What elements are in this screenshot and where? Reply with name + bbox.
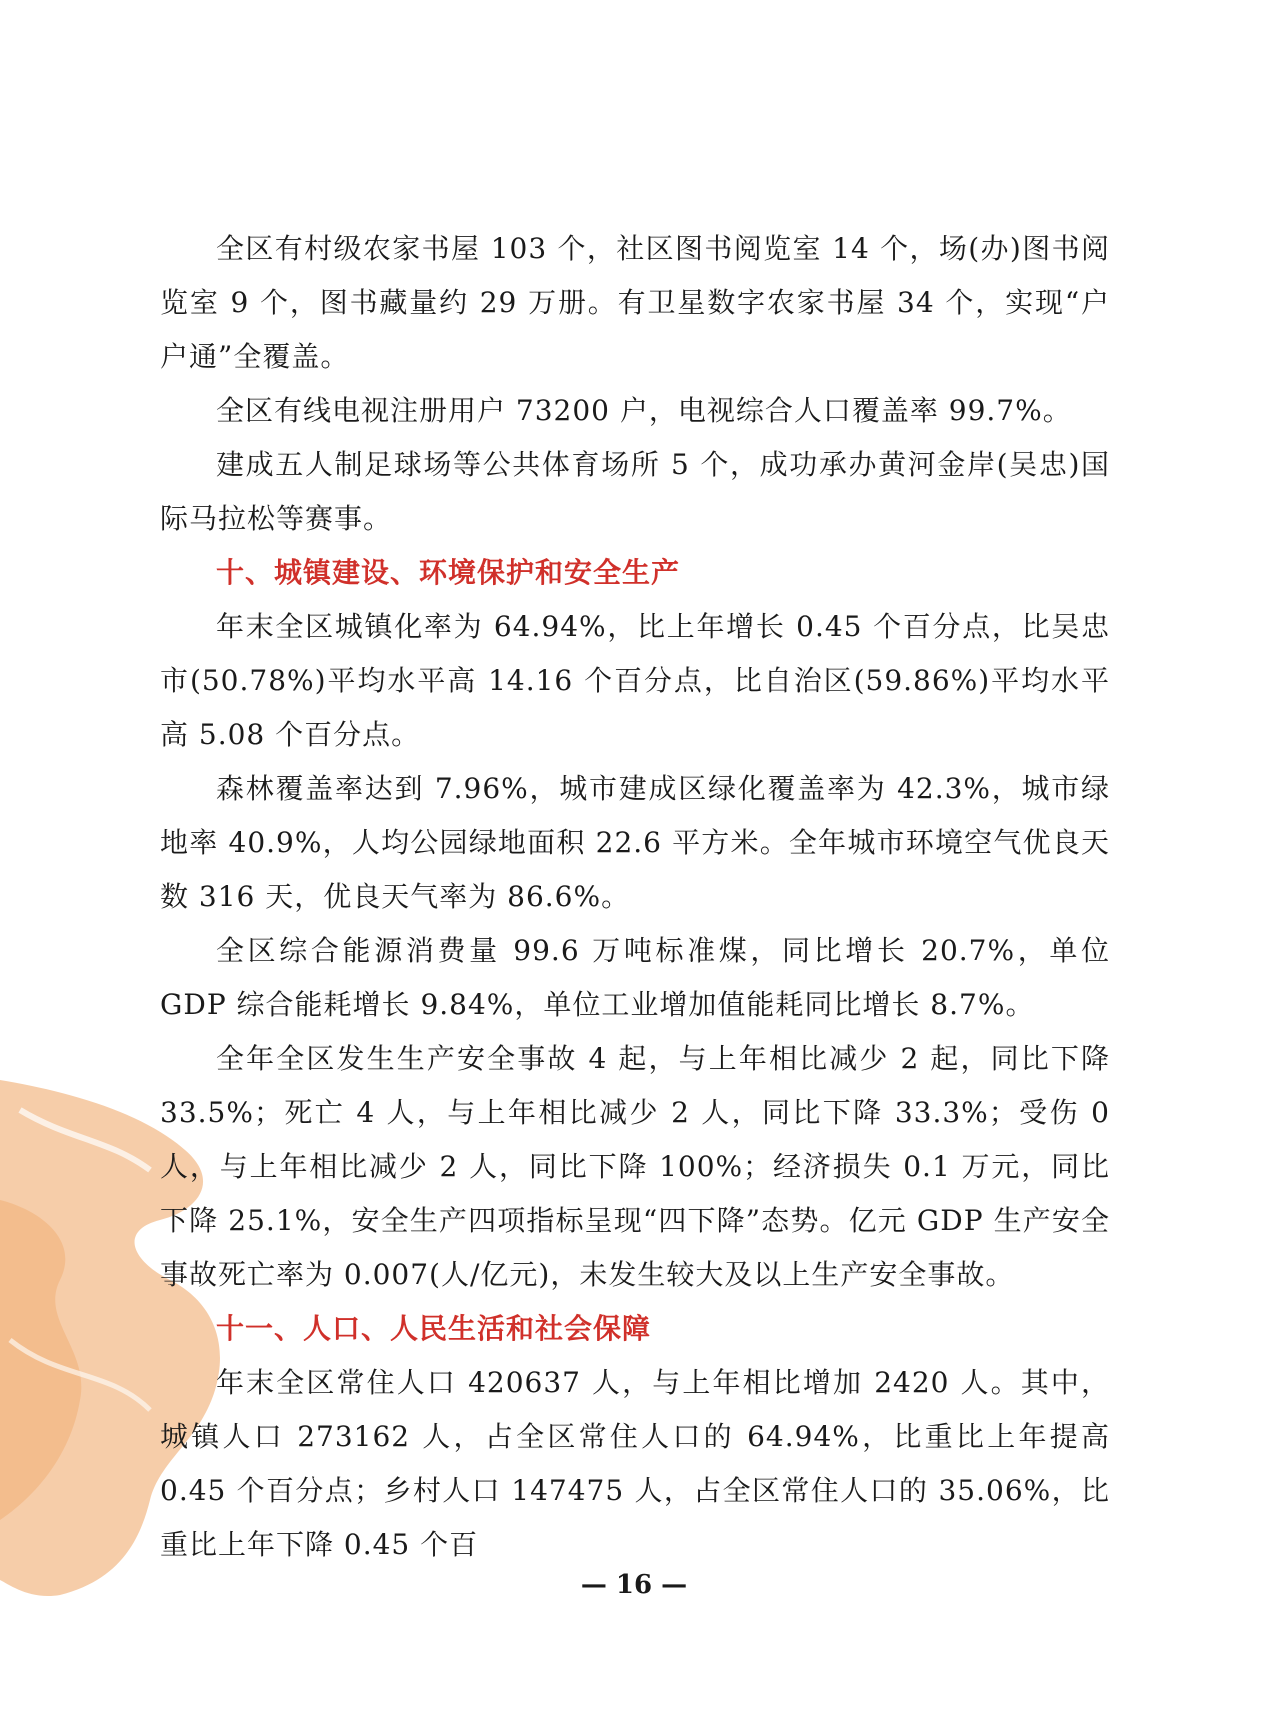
paragraph-library: 全区有村级农家书屋 103 个，社区图书阅览室 14 个，场(办)图书阅览室 9 个，图书藏量约 29 万册。有卫星数字农家书屋 34 个，实现“户户通”全覆盖。 bbox=[160, 232, 1110, 373]
paragraph-cable-tv: 全区有线电视注册用户 73200 户，电视综合人口覆盖率 99.7%。 bbox=[216, 394, 1072, 427]
paragraph-greening: 森林覆盖率达到 7.96%，城市建成区绿化覆盖率为 42.3%，城市绿地率 40.9%，人均公园绿地面积 22.6 平方米。全年城市环境空气优良天数 316 天，优良天气率为 86.6%。 bbox=[160, 772, 1110, 913]
section-heading-population: 十一、人口、人民生活和社会保障 bbox=[216, 1312, 652, 1345]
page-number: — 16 — bbox=[580, 1570, 688, 1600]
paragraph-safety: 全年全区发生生产安全事故 4 起，与上年相比减少 2 起，同比下降 33.5%；死亡 4 人，与上年相比减少 2 人，同比下降 33.3%；受伤 0 人，与上年相比减少 2 人，同比下降 100%；经济损失 0.1 万元，同比下降 25.1%，安全生产四项指标呈现“四下降”态势。亿元 GDP 生产安全事故死亡率为 0.007(人/亿元)，未发生较大及以上生产安全事故。 bbox=[160, 1042, 1110, 1291]
section-heading-urban-construction: 十、城镇建设、环境保护和安全生产 bbox=[216, 556, 681, 589]
paragraph-sports: 建成五人制足球场等公共体育场所 5 个，成功承办黄河金岸(吴忠)国际马拉松等赛事。 bbox=[160, 448, 1110, 535]
paragraph-population: 年末全区常住人口 420637 人，与上年相比增加 2420 人。其中，城镇人口 273162 人，占全区常住人口的 64.94%，比重比上年提高 0.45 个百分点；乡村人口 147475 人，占全区常住人口的 35.06%，比重比上年下降 0.45 个百 bbox=[160, 1366, 1110, 1561]
document-body bbox=[160, 222, 1110, 1572]
paragraph-urbanization: 年末全区城镇化率为 64.94%，比上年增长 0.45 个百分点，比吴忠市(50.78%)平均水平高 14.16 个百分点，比自治区(59.86%)平均水平高 5.08 个百分点。 bbox=[160, 610, 1110, 751]
paragraph-energy: 全区综合能源消费量 99.6 万吨标准煤，同比增长 20.7%，单位 GDP 综合能耗增长 9.84%，单位工业增加值能耗同比增长 8.7%。 bbox=[160, 934, 1110, 1021]
